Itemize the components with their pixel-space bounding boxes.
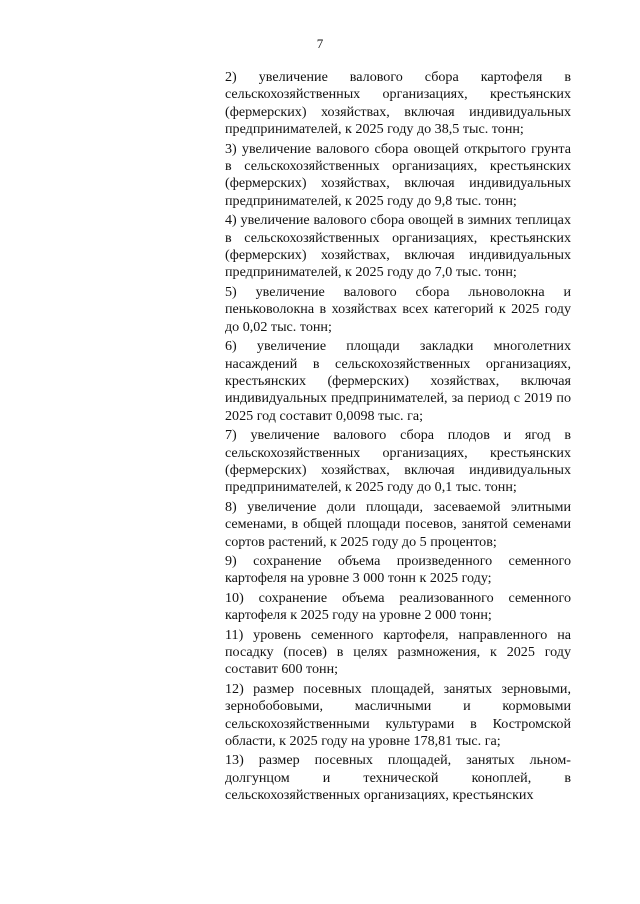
list-item: 4) увеличение валового сбора овощей в зимних теплицах в сельскохозяйственных организациях, крестьянских (фермерских) хозяйствах, включая индивидуальных предпринимателей, к 2025 году до 7,0 тыс. тонн; [225,212,571,281]
list-item: 12) размер посевных площадей, занятых зерновыми, зернобобовыми, масличными и кормовыми сельскохозяйственными культурами в Костромской области, к 2025 году на уровне 178,81 тыс. га; [225,680,571,750]
list-item: 11) уровень семенного картофеля, направленного на посадку (посев) в целях размножения, к 2025 году составит 600 тонн; [225,626,571,678]
list-item: 7) увеличение валового сбора плодов и ягод в сельскохозяйственных организациях, крестьянских (фермерских) хозяйствах, включая индивидуальных предпринимателей, к 2025 году до 0,1 тыс. тонн; [225,427,571,496]
document-body [225,69,571,807]
list-item: 8) увеличение доли площади, засеваемой элитными семенами, в общей площади посевов, занятой семенами сортов растений, к 2025 году до 5 процентов; [225,498,571,550]
list-item: 6) увеличение площади закладки многолетних насаждений в сельскохозяйственных организациях, крестьянских (фермерских) хозяйствах, включая индивидуальных предпринимателей, за период с 2019 по 2025 год составит 0,0098 тыс. га; [225,338,571,424]
list-item: 13) размер посевных площадей, занятых льном-долгунцом и технической коноплей, в сельскохозяйственных организациях, крестьянских [225,752,571,804]
list-item: 5) увеличение валового сбора льноволокна и пеньковолокна в хозяйствах всех категорий к 2025 году до 0,02 тыс. тонн; [225,283,571,335]
list-item: 2) увеличение валового сбора картофеля в сельскохозяйственных организациях, крестьянских (фермерских) хозяйствах, включая индивидуальных предпринимателей, к 2025 году до 38,5 тыс. тонн; [225,69,571,138]
page-number: 7 [316,36,324,51]
list-item: 10) сохранение объема реализованного семенного картофеля к 2025 году на уровне 2 000 тонн; [225,589,571,624]
list-item: 9) сохранение объема произведенного семенного картофеля на уровне 3 000 тонн к 2025 году; [225,552,571,587]
list-item: 3) увеличение валового сбора овощей открытого грунта в сельскохозяйственных организациях, крестьянских (фермерских) хозяйствах, включая индивидуальных предпринимателей, к 2025 году до 9,8 тыс. тонн; [225,140,571,209]
